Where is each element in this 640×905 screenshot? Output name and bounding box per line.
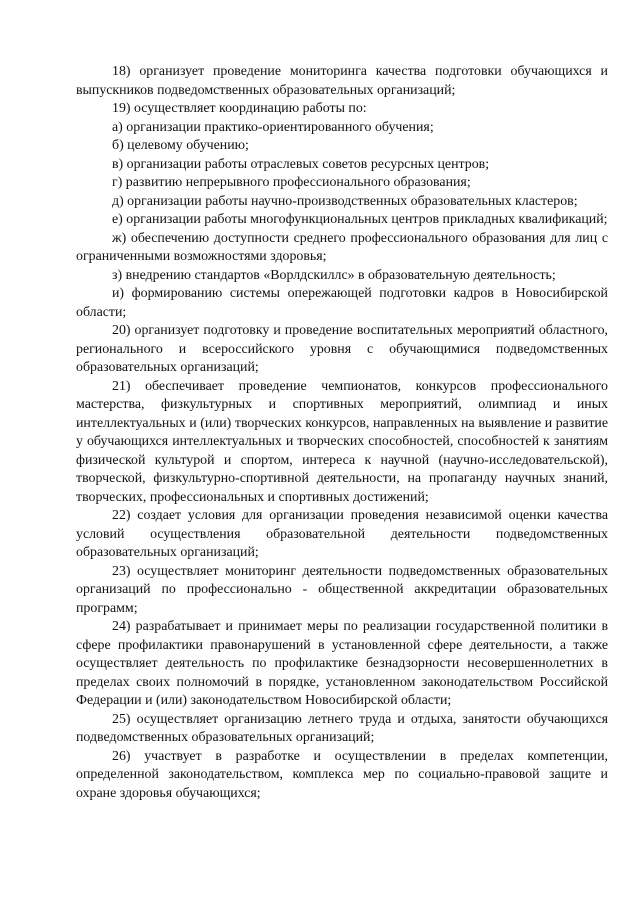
paragraph-19-e: е) организации работы многофункциональных центров прикладных квалификаций; <box>112 212 608 227</box>
paragraph-23: 23) осуществляет мониторинг деятельности подведомственных образовательных организаций по профессионально - общественной аккредитации образовательных программ; <box>76 563 608 616</box>
paragraph-18: 18) организует проведение мониторинга качества подготовки обучающихся и выпускников подведомственных образовательных организаций; <box>76 64 608 98</box>
paragraph-19-a: а) организации практико-ориентированного обучения; <box>112 119 434 135</box>
paragraph-22: 22) создает условия для организации проведения независимой оценки качества условий осуществления образовательной деятельности подведомственных образовательных организаций; <box>76 508 608 560</box>
paragraph-20: 20) организует подготовку и проведение воспитательных мероприятий областного, регионального и всероссийского уровня с обучающимися подведомственных образовательных организаций; <box>76 323 608 375</box>
paragraph-19-g: г) развитию непрерывного профессионального образования; <box>112 175 471 190</box>
paragraph-19-i: и) формированию системы опережающей подготовки кадров в Новосибирской области; <box>76 286 608 320</box>
paragraph-19-d: д) организации работы научно-производственных образовательных кластеров; <box>112 193 578 209</box>
paragraph-19-zh: ж) обеспечению доступности среднего профессионального образования для лиц с ограниченными возможностями здоровья; <box>76 230 608 264</box>
paragraph-21: 21) обеспечивает проведение чемпионатов, конкурсов профессионального мастерства, физкультурных и спортивных мероприятий, олимпиад и иных интеллектуальных и (или) творческих конкурсов, направленных на выявление и развитие у обучающихся интеллектуальных и творческих способностей, способностей к занятиям физической культурой и спортом, интереса к научной (научно-исследовательской), творческой, физкультурно-спортивной деятельности, на пропаганду научных знаний, творческих, профессиональных и спортивных достижений; <box>76 378 608 505</box>
paragraph-19-v: в) организации работы отраслевых советов ресурсных центров; <box>112 156 490 172</box>
paragraph-19: 19) осуществляет координацию работы по: <box>112 101 367 116</box>
paragraph-19-b: б) целевому обучению; <box>112 138 249 153</box>
paragraph-24: 24) разрабатывает и принимает меры по реализации государственной политики в сфере профилактики правонарушений в установленной сфере деятельности, а также осуществляет деятельность по профилактике безнадзорности несовершеннолетних в пределах своих полномочий в порядке, установленном законодательством Российской Федерации и (или) законодательством Новосибирской области; <box>76 619 608 708</box>
paragraph-19-z: з) внедрению стандартов «Ворлдскиллс» в образовательную деятельность; <box>112 267 556 283</box>
paragraph-26: 26) участвует в разработке и осуществлении в пределах компетенции, определенной законодательством, комплекса мер по социально-правовой защите и охране здоровья обучающихся; <box>76 748 608 801</box>
paragraph-25: 25) осуществляет организацию летнего труда и отдыха, занятости обучающихся подведомственных образовательных организаций; <box>76 711 608 745</box>
